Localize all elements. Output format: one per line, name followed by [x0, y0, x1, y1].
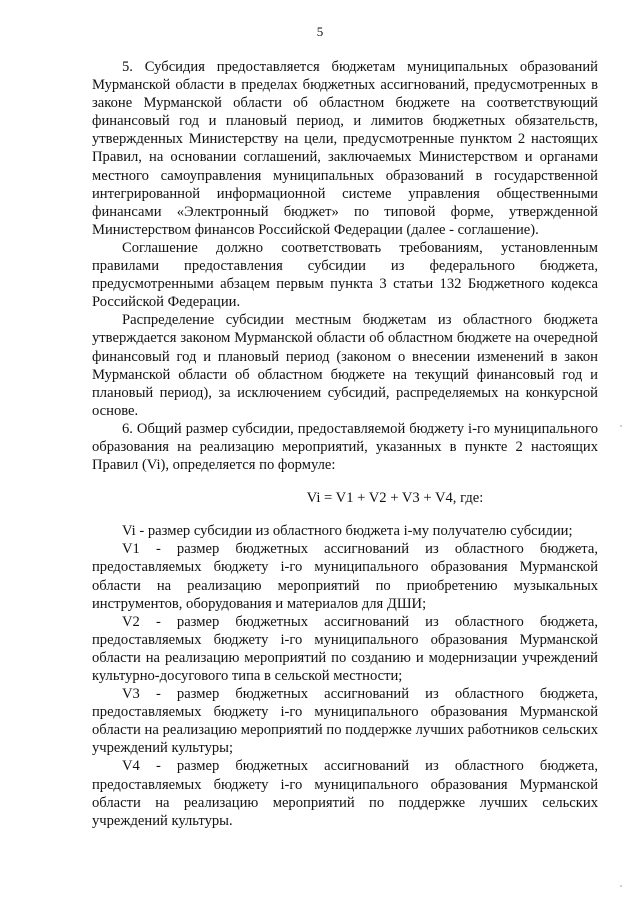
- paragraph-6: 6. Общий размер субсидии, предоставляемой бюджету i-го муниципального образования на реализацию мероприятий, указанных в пункте 2 настоящих Правил (Vi), определяется по формуле:: [92, 420, 598, 474]
- definition-vi: Vi - размер субсидии из областного бюджета i-му получателю субсидии;: [122, 523, 573, 540]
- scan-speck: [620, 885, 622, 887]
- paragraph-distribution: Распределение субсидии местным бюджетам из областного бюджета утверждается законом Мурманской области об областном бюджете на очередной финансовый год и плановый период (законом о внесении изменений в закон Мурманской области об областном бюджете на текущий финансовый год и плановый период), за исключением субсидий, распределяемых на конкурсной основе.: [92, 312, 598, 419]
- scan-speck: [620, 425, 622, 427]
- paragraph-5: 5. Субсидия предоставляется бюджетам муниципальных образований Мурманской области в пределах бюджетных ассигнований, предусмотренных в законе Мурманской области об областном бюджете на соответствующий финансовый год и плановый период, и лимитов бюджетных обязательств, утвержденных Министерству на цели, предусмотренные пунктом 2 настоящих Правил, на основании соглашений, заключаемых Министерством и органами местного самоуправления муниципальных образований в государственной интегрированной информационной системе управления общественными финансами «Электронный бюджет» по типовой форме, утвержденной Министерством финансов Российской Федерации (далее - соглашение).: [92, 59, 598, 238]
- formula: Vi = V1 + V2 + V3 + V4, где:: [306, 490, 484, 507]
- paragraph-agreement: Соглашение должно соответствовать требованиям, установленным правилами предоставления субсидии из федерального бюджета, предусмотренными абзацем первым пункта 3 статьи 132 Бюджетного кодекса Российской Федерации.: [92, 239, 598, 311]
- page-number: 5: [316, 24, 324, 39]
- definition-v1: V1 - размер бюджетных ассигнований из областного бюджета, предоставляемых бюджету i-го муниципального образования Мурманской области на реализацию мероприятий по приобретению музыкальных инструментов, оборудования и материалов для ДШИ;: [92, 541, 598, 612]
- definition-v4: V4 - размер бюджетных ассигнований из областного бюджета, предоставляемых бюджету i-го муниципального образования Мурманской области на реализацию мероприятий по поддержке лучших сельских учреждений культуры.: [92, 758, 598, 829]
- definition-v3: V3 - размер бюджетных ассигнований из областного бюджета, предоставляемых бюджету i-го муниципального образования Мурманской области на реализацию мероприятий по поддержке лучших работников сельских учреждений культуры;: [92, 686, 598, 757]
- definition-v2: V2 - размер бюджетных ассигнований из областного бюджета, предоставляемых бюджету i-го муниципального образования Мурманской области на реализацию мероприятий по созданию и модернизации учреждений культурно-досугового типа в сельской местности;: [92, 613, 598, 684]
- document-body: [92, 58, 598, 830]
